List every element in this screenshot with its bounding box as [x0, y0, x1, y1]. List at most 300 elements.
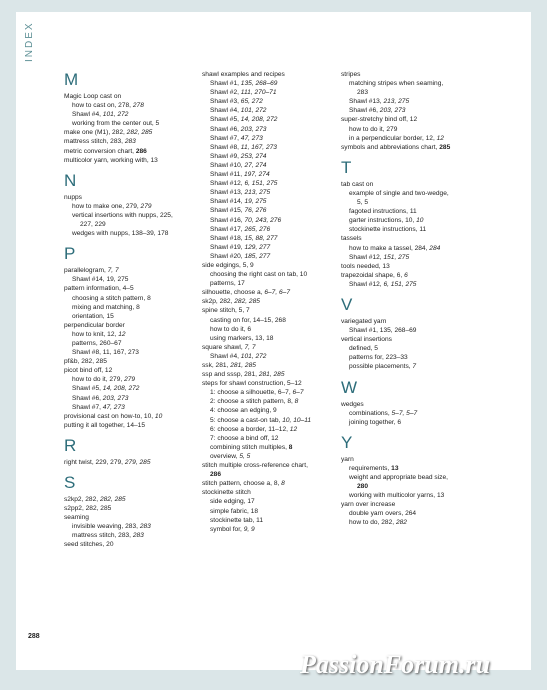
- index-entry: [341, 409, 481, 418]
- entry-text: patterns, 260–67: [72, 339, 122, 347]
- index-entry: [341, 518, 481, 527]
- entry-text: seed stitches, 20: [64, 541, 114, 549]
- index-entry: [64, 193, 192, 202]
- index-entry: [341, 362, 481, 371]
- index-entry: [341, 198, 481, 207]
- index-entry: [341, 353, 481, 362]
- entry-text: Shawl #8,: [210, 143, 241, 151]
- entry-text: Shawl #5,: [72, 385, 103, 393]
- entry-text: Shawl #11,: [210, 171, 244, 179]
- index-entry: [64, 275, 192, 284]
- entry-illustration-pages: 5, 5: [239, 452, 251, 460]
- index-entry: [202, 406, 342, 415]
- index-entry: [202, 188, 342, 197]
- entry-illustration-pages: 76, 276: [244, 207, 267, 215]
- index-entry: [202, 343, 342, 352]
- entry-text: pf&b, 282, 285: [64, 358, 107, 366]
- entry-illustration-pages: 6–7: [292, 389, 304, 397]
- index-entry: [202, 379, 342, 388]
- index-entry: [202, 216, 342, 225]
- entry-text: super-stretchy bind off, 12: [341, 116, 418, 124]
- index-entry: [202, 425, 342, 434]
- index-entry: [341, 88, 481, 97]
- entry-text: invisible weaving, 283,: [72, 523, 140, 531]
- entry-text: Shawl #4,: [210, 107, 241, 115]
- entry-illustration-pages: 5–7, 5–7: [391, 409, 418, 417]
- entry-text: mixing and matching, 8: [72, 303, 140, 311]
- index-entry: [202, 316, 342, 325]
- entry-text: parallelogram,: [64, 267, 108, 275]
- index-entry: [341, 271, 481, 280]
- index-entry: [202, 370, 342, 379]
- index-entry: [341, 317, 481, 326]
- index-column-3: [341, 70, 481, 528]
- index-entry: [341, 335, 481, 344]
- index-letter-heading: M: [64, 70, 79, 89]
- entry-text: Shawl #14, 19, 275: [72, 276, 129, 284]
- entry-text: how to do it, 6: [210, 325, 252, 333]
- entry-illustration-pages: 283: [132, 532, 144, 540]
- entry-text: using markers, 13, 18: [210, 334, 274, 342]
- entry-illustration-pages: 282: [395, 519, 407, 527]
- entry-text: 227, 229: [80, 221, 106, 229]
- index-entry: [202, 161, 342, 170]
- index-entry: [202, 352, 342, 361]
- entry-illustration-pages: 282, 285: [234, 298, 260, 306]
- entry-illustration-pages: 10: [416, 217, 424, 225]
- entry-text: stitch multiple cross-reference chart,: [202, 462, 308, 470]
- entry-illustration-pages: 65, 272: [240, 98, 263, 106]
- entry-illustration-pages: 11, 167, 273: [240, 143, 277, 151]
- entry-text: 5: choose a cast-on tab,: [210, 416, 283, 424]
- index-entry: [341, 500, 481, 509]
- index-entry: [202, 388, 342, 397]
- entry-text: multicolor yarn, working with, 13: [64, 156, 158, 164]
- entry-illustration-pages: 8: [294, 398, 299, 406]
- entry-illustration-pages: 10: [154, 412, 163, 420]
- entry-text: mattress stitch, 283,: [64, 138, 125, 146]
- index-entry: [341, 418, 481, 427]
- entry-text: 1: choose a silhouette, 6–7,: [210, 389, 293, 397]
- index-entry: [202, 443, 342, 452]
- index-entry: [64, 110, 192, 119]
- index-page: [16, 12, 531, 670]
- index-entry: [64, 458, 192, 467]
- entry-illustration-pages: 135, 268–69: [240, 80, 278, 88]
- entry-text: how to cast on, 278,: [72, 102, 133, 110]
- index-entry: [202, 197, 342, 206]
- entry-illustration-pages: 8: [281, 480, 285, 488]
- index-entry: [202, 470, 342, 479]
- entry-text: Shawl #7,: [210, 134, 241, 142]
- index-entry: [64, 92, 192, 101]
- entry-illustration-pages: 203, 273: [240, 125, 267, 133]
- index-entry: [341, 216, 481, 225]
- index-entry: [202, 234, 342, 243]
- entry-text: wedges with nupps, 138–39, 178: [72, 230, 169, 238]
- entry-illustration-pages: 282, 285: [126, 129, 153, 137]
- entry-text: pattern information, 4–5: [64, 285, 134, 293]
- index-entry: [64, 504, 192, 513]
- index-entry: [64, 294, 192, 303]
- index-entry: [64, 531, 192, 540]
- entry-text: Shawl #6,: [349, 107, 380, 115]
- index-entry: [341, 115, 481, 124]
- entry-text: tab cast on: [341, 180, 374, 188]
- index-entry: [64, 375, 192, 384]
- index-entry: [202, 261, 342, 270]
- entry-text: stripes: [341, 71, 361, 78]
- entry-text: joining together, 6: [349, 418, 402, 426]
- entry-text: mattress stitch, 283,: [72, 532, 133, 540]
- index-entry: [202, 270, 342, 279]
- entry-illustration-pages: 70, 243, 276: [244, 216, 282, 224]
- entry-text: Shawl #10,: [210, 161, 245, 169]
- entry-text: wedges: [341, 400, 364, 408]
- index-entry: [64, 366, 192, 375]
- entry-text: right twist, 229, 279,: [64, 458, 125, 466]
- entry-text: variegated yarn: [341, 317, 387, 325]
- entry-illustration-pages: 111, 270–71: [240, 89, 277, 97]
- entry-text: putting it all together, 14–15: [64, 421, 146, 429]
- index-column-2: [202, 70, 342, 534]
- index-entry: [64, 348, 192, 357]
- index-entry: [202, 279, 342, 288]
- entry-text: s2pp2, 282, 285: [64, 505, 112, 513]
- entry-text: matching stripes when seaming,: [349, 80, 444, 88]
- entry-text: side edgings, 5, 9: [202, 261, 254, 269]
- index-entry: [202, 452, 342, 461]
- entry-text: example of single and two-wedge,: [349, 189, 449, 197]
- entry-text: patterns, 17: [210, 280, 245, 288]
- index-entry: [341, 344, 481, 353]
- entry-text: Shawl #1,: [210, 80, 241, 88]
- index-entry: [202, 106, 342, 115]
- index-entry: [341, 180, 481, 189]
- entry-text: Shawl #5,: [210, 116, 241, 124]
- index-entry: [202, 88, 342, 97]
- index-entry: [64, 421, 192, 430]
- entry-text: how to make one, 279,: [72, 202, 141, 210]
- entry-text: 7: choose a bind off, 12: [210, 434, 279, 442]
- entry-illustration-pages: 12: [436, 134, 444, 142]
- entry-text: Shawl #17,: [210, 225, 245, 233]
- index-letter-heading: V: [341, 294, 353, 314]
- entry-text: symbols and abbreviations chart,: [341, 143, 440, 151]
- index-entry: [341, 482, 481, 491]
- index-entry: [202, 325, 342, 334]
- index-entry: [64, 495, 192, 504]
- index-entry: [202, 288, 342, 297]
- entry-text: Shawl #1, 135, 268–69: [349, 327, 417, 335]
- index-entry: [341, 473, 481, 482]
- entry-text: Shawl #12,: [349, 280, 384, 288]
- entry-illustration-pages: 47, 273: [102, 403, 125, 411]
- entry-text: overview,: [210, 452, 240, 460]
- index-entry: [64, 513, 192, 522]
- entry-text: stockinette tab, 11: [210, 516, 264, 524]
- entry-text: sk2p, 282,: [202, 298, 235, 306]
- index-entry: [202, 143, 342, 152]
- entry-illustration-pages: 6, 151, 275: [244, 180, 278, 188]
- entry-text: how to do, 282,: [349, 519, 396, 527]
- entry-illustration-pages: 14, 208, 272: [240, 116, 278, 124]
- entry-text: symbol for,: [210, 525, 244, 533]
- entry-text: provisional cast on how-to, 10,: [64, 412, 155, 420]
- index-entry: [341, 509, 481, 518]
- entry-illustration-pages: 6: [404, 271, 408, 279]
- index-entry: [202, 125, 342, 134]
- index-entry: [202, 70, 342, 79]
- entry-text: 5, 5: [357, 199, 368, 207]
- index-entry: [64, 522, 192, 531]
- index-letter-heading: Y: [341, 432, 353, 452]
- entry-illustration-pages: 283: [139, 523, 151, 531]
- index-entry: [64, 202, 192, 211]
- index-entry: [64, 156, 192, 165]
- index-entry: [341, 400, 481, 409]
- index-entry: [341, 262, 481, 271]
- index-entry: [202, 297, 342, 306]
- index-entry: [202, 79, 342, 88]
- index-entry: [341, 79, 481, 88]
- page-number: 288: [28, 633, 40, 640]
- entry-illustration-pages: 10, 10–11: [282, 416, 312, 424]
- index-entry: [64, 119, 192, 128]
- entry-text: vertical insertions: [341, 336, 392, 344]
- entry-text: how to do it, 279,: [72, 376, 125, 384]
- entry-text: Shawl #20,: [210, 252, 245, 260]
- index-entry: [341, 207, 481, 216]
- entry-text: tools needed, 13: [341, 262, 390, 270]
- entry-text: orientation, 15: [72, 312, 114, 320]
- entry-text: Shawl #3,: [210, 98, 241, 106]
- entry-illustration-pages: 27, 274: [244, 161, 267, 169]
- index-entry: [64, 540, 192, 549]
- index-entry: [341, 280, 481, 289]
- entry-text: choosing the right cast on tab, 10: [210, 271, 308, 279]
- index-entry: [202, 152, 342, 161]
- entry-text: silhouette, choose a,: [202, 289, 265, 297]
- index-entry: [64, 147, 192, 156]
- index-entry: [202, 516, 342, 525]
- entry-illustration-pages: 12: [118, 330, 126, 338]
- entry-illustration-pages: 213, 275: [244, 189, 271, 197]
- index-entry: [202, 334, 342, 343]
- index-entry: [341, 234, 481, 243]
- entry-chart-page: 8: [288, 443, 293, 451]
- index-letter-heading: S: [64, 473, 76, 492]
- index-entry: [202, 507, 342, 516]
- entry-text: how to make a tassel, 284,: [349, 244, 430, 252]
- entry-illustration-pages: 19, 275: [244, 198, 267, 206]
- index-entry: [202, 397, 342, 406]
- entry-text: shawl examples and recipes: [202, 71, 285, 78]
- entry-text: combinations,: [349, 409, 392, 417]
- entry-text: fagoted instructions, 11: [349, 208, 417, 216]
- entry-illustration-pages: 6–7, 6–7: [264, 289, 290, 297]
- entry-text: Shawl #12,: [210, 180, 245, 188]
- index-entry: [202, 525, 342, 534]
- entry-text: Shawl #6,: [210, 125, 241, 133]
- index-entry: [341, 97, 481, 106]
- entry-text: Shawl #12,: [349, 253, 384, 261]
- entry-text: Shawl #7,: [72, 403, 103, 411]
- watermark: PassionForum.ru: [300, 650, 491, 679]
- entry-illustration-pages: 6, 151, 275: [383, 280, 417, 288]
- entry-illustration-pages: 203, 273: [379, 107, 406, 115]
- entry-illustration-pages: 203, 273: [102, 394, 129, 402]
- index-entry: [202, 225, 342, 234]
- index-entry: [341, 125, 481, 134]
- entry-illustration-pages: 7, 7: [107, 267, 119, 275]
- entry-text: patterns for, 223–33: [349, 354, 408, 362]
- entry-illustration-pages: 265, 276: [244, 225, 271, 233]
- entry-text: simple fabric, 18: [210, 507, 259, 515]
- entry-illustration-pages: 7: [412, 363, 417, 371]
- index-entry: [64, 384, 192, 393]
- index-entry: [341, 464, 481, 473]
- index-letter-heading: T: [341, 157, 352, 177]
- entry-illustration-pages: 185, 277: [244, 252, 271, 260]
- entry-text: Shawl #15,: [210, 207, 245, 215]
- index-entry: [64, 312, 192, 321]
- index-entry: [202, 252, 342, 261]
- index-entry: [64, 321, 192, 330]
- index-entry: [341, 134, 481, 143]
- index-entry: [202, 243, 342, 252]
- index-entry: [64, 266, 192, 275]
- entry-illustration-pages: 213, 275: [383, 98, 410, 106]
- index-entry: [341, 326, 481, 335]
- index-entry: [202, 306, 342, 315]
- entry-chart-page: 280: [357, 483, 369, 491]
- entry-text: requirements,: [349, 464, 392, 472]
- entry-illustration-pages: 253, 274: [240, 152, 267, 160]
- entry-text: Shawl #8, 11, 167, 273: [72, 349, 139, 357]
- index-entry: [202, 488, 342, 497]
- index-entry: [202, 479, 342, 488]
- entry-chart-page: 13: [391, 464, 399, 472]
- entry-text: possible placements,: [349, 363, 413, 371]
- entry-text: choosing a stitch pattern, 8: [72, 294, 151, 302]
- entry-text: Shawl #4,: [210, 352, 241, 360]
- index-entry: [64, 101, 192, 110]
- entry-illustration-pages: 278: [132, 102, 144, 110]
- entry-text: 2: choose a stitch pattern, 8,: [210, 398, 295, 406]
- entry-text: spine stitch, 5, 7: [202, 307, 250, 315]
- entry-illustration-pages: 284: [429, 244, 441, 252]
- index-entry: [202, 361, 342, 370]
- entry-text: Shawl #18,: [210, 234, 245, 242]
- entry-illustration-pages: 151, 275: [383, 253, 410, 261]
- index-entry: [64, 303, 192, 312]
- entry-illustration-pages: 281, 285: [258, 371, 285, 379]
- entry-text: working from the center out, 5: [72, 120, 160, 128]
- index-entry: [64, 357, 192, 366]
- entry-text: s2kp2, 282,: [64, 496, 100, 503]
- entry-text: in a perpendicular border, 12,: [349, 134, 437, 142]
- index-letter-heading: P: [64, 244, 76, 264]
- index-entry: [341, 244, 481, 253]
- entry-illustration-pages: 281, 285: [230, 362, 256, 369]
- index-entry: [341, 106, 481, 115]
- entry-text: Shawl #9,: [210, 152, 241, 160]
- index-entry: [64, 330, 192, 339]
- entry-text: garter instructions, 10,: [349, 217, 417, 225]
- index-entry: [64, 284, 192, 293]
- entry-text: Shawl #6,: [72, 394, 103, 402]
- entry-text: double yarn overs, 264: [349, 510, 417, 518]
- entry-illustration-pages: 7, 7: [244, 343, 256, 351]
- entry-illustration-pages: 101, 272: [102, 111, 129, 119]
- entry-text: stockinette instructions, 11: [349, 226, 427, 234]
- index-entry: [64, 394, 192, 403]
- index-column-1: [64, 70, 192, 550]
- index-entry: [202, 170, 342, 179]
- index-entry: [202, 179, 342, 188]
- entry-text: perpendicular border: [64, 321, 125, 329]
- entry-text: defined, 5: [349, 345, 378, 353]
- index-entry: [64, 137, 192, 146]
- entry-illustration-pages: 197, 274: [243, 171, 270, 179]
- index-entry: [64, 403, 192, 412]
- entry-illustration-pages: 12: [289, 425, 298, 433]
- index-entry: [202, 115, 342, 124]
- entry-text: metric conversion chart,: [64, 147, 136, 155]
- index-letter-heading: W: [341, 377, 358, 397]
- entry-text: Shawl #2,: [210, 89, 241, 97]
- index-entry: [202, 497, 342, 506]
- index-entry: [341, 143, 481, 152]
- entry-text: casting on for, 14–15, 268: [210, 316, 286, 324]
- index-entry: [64, 211, 192, 220]
- entry-text: Shawl #14,: [210, 198, 245, 206]
- entry-text: working with multicolor yarns, 13: [349, 492, 445, 500]
- entry-text: Shawl #4,: [72, 111, 103, 119]
- index-entry: [202, 206, 342, 215]
- entry-text: 283: [357, 89, 369, 97]
- index-entry: [341, 491, 481, 500]
- entry-text: seaming: [64, 514, 89, 522]
- entry-text: combining stitch multiples,: [210, 443, 289, 451]
- index-letter-heading: R: [64, 435, 77, 455]
- entry-text: trapezoidal shape, 6,: [341, 271, 405, 279]
- entry-text: picot bind off, 12: [64, 367, 113, 375]
- entry-text: Shawl #16,: [210, 216, 245, 224]
- index-entry: [341, 225, 481, 234]
- entry-illustration-pages: 279, 285: [124, 458, 151, 466]
- entry-text: Shawl #13,: [349, 98, 384, 106]
- index-entry: [202, 461, 342, 470]
- entry-illustration-pages: 9, 9: [243, 525, 255, 533]
- entry-text: nupps: [64, 193, 82, 201]
- index-entry: [64, 412, 192, 421]
- entry-illustration-pages: 101, 272: [240, 107, 267, 115]
- entry-text: how to knit, 12,: [72, 330, 119, 338]
- entry-text: yarn: [341, 455, 354, 463]
- entry-chart-page: 285: [439, 143, 451, 151]
- entry-text: weight and appropriate bead size,: [349, 474, 448, 481]
- entry-illustration-pages: 14, 208, 272: [102, 385, 140, 393]
- index-entry: [341, 455, 481, 464]
- entry-text: make one (M1), 282,: [64, 129, 127, 137]
- index-entry: [341, 253, 481, 262]
- entry-illustration-pages: 129, 277: [244, 243, 271, 251]
- section-label: INDEX: [24, 21, 35, 62]
- entry-text: yarn over increase: [341, 501, 396, 509]
- entry-text: vertical insertions with nupps, 225,: [72, 211, 173, 219]
